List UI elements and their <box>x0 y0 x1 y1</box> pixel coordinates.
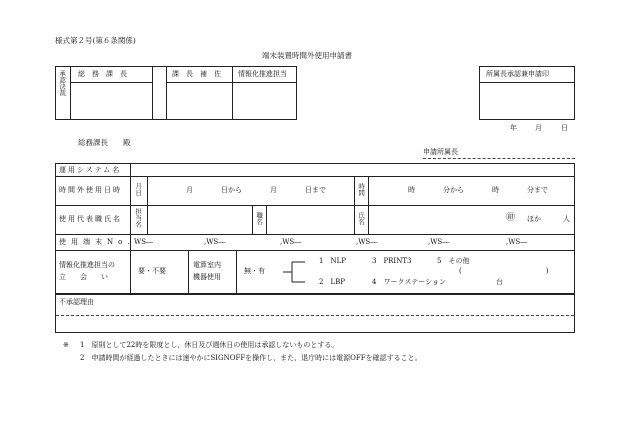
note-mark: ※ <box>63 341 69 349</box>
system-name-label: 運用システム名 <box>59 166 122 174</box>
person-unit: 人 <box>563 215 570 223</box>
reject-reason-box <box>55 294 575 333</box>
times-text: 時 分から 時 分まで <box>408 186 548 194</box>
option-other: 5 その他 <box>437 257 470 265</box>
note-1: 1 原則として22時を限度とし，休日及び週休日の使用は承認しないものとする。 <box>80 341 339 349</box>
terminal-entry-5: ,WS― <box>428 238 450 246</box>
need-choice: 要・不要 <box>138 267 166 275</box>
units-label: 台 <box>496 278 503 286</box>
terminal-entry-3: ,WS― <box>280 238 302 246</box>
shozokucho-seal-label: 所属長承認兼申請印 <box>486 70 549 78</box>
terminal-entry-6: ,WS― <box>506 238 528 246</box>
option-lbp: 2 LBP <box>319 278 345 286</box>
umu-choice: 無・有 <box>244 267 265 275</box>
shimei-cell: 氏名 <box>357 212 366 225</box>
applicant-dept-head: 申請所属長 <box>423 148 458 156</box>
date-month: 月 <box>535 124 542 132</box>
option-workstation: 4 ワークステーション <box>372 278 446 286</box>
approval-side-label: 承認決裁 <box>58 70 67 96</box>
form-title: 端末装置時間外使用申請書 <box>262 51 352 60</box>
col-johoka-tanto: 情報化推進担当 <box>238 70 287 78</box>
shoku-cell: 職名 <box>255 212 264 225</box>
reject-label: 不承認理由 <box>59 298 94 306</box>
terminal-entry-1: WS― <box>134 238 153 246</box>
note-2: 2 申請時間が経過したときには速やかにSIGNOFFを操作し，また，退庁時には電源OFFを確認すること。 <box>80 354 422 362</box>
seal-mark: ㊞ <box>506 213 516 223</box>
bracket-connector <box>283 258 305 286</box>
addressee: 総務課長 殿 <box>78 138 131 147</box>
form-number: 様式第２号(第６条関係) <box>55 36 136 45</box>
terminal-label: 使用端末No. <box>59 238 135 246</box>
representative-label: 使用代表職氏名 <box>59 215 122 223</box>
date-day: 日 <box>561 124 568 132</box>
terminal-entry-2: ,WS― <box>204 238 226 246</box>
col-soumu-kacho: 総 務 課 長 <box>78 70 127 78</box>
johoka-label-1: 情報化推進担当の <box>59 261 115 269</box>
col-kacho-hosa: 課 長 補 佐 <box>172 70 221 78</box>
dates-text: 月 日から 月 日まで <box>186 186 326 194</box>
time-use-label: 時間外使用日時 <box>59 186 122 194</box>
tanto-cell: 担当名 <box>134 208 143 228</box>
dentsu-label-2: 機器使用 <box>193 273 221 281</box>
terminal-entry-4: ,WS― <box>356 238 378 246</box>
others-label: ほか <box>527 215 541 223</box>
option-print3: 3 PRINT3 <box>372 257 412 265</box>
dentsu-label-1: 電算室内 <box>193 261 221 269</box>
day-cell: 月日 <box>134 183 143 196</box>
option-nlp: 1 NLP <box>319 257 346 265</box>
johoka-label-2: 立 会 い <box>59 273 108 281</box>
time-cell: 時間 <box>357 183 366 196</box>
date-year: 年 <box>510 124 517 132</box>
other-paren: ( ) <box>459 267 549 275</box>
